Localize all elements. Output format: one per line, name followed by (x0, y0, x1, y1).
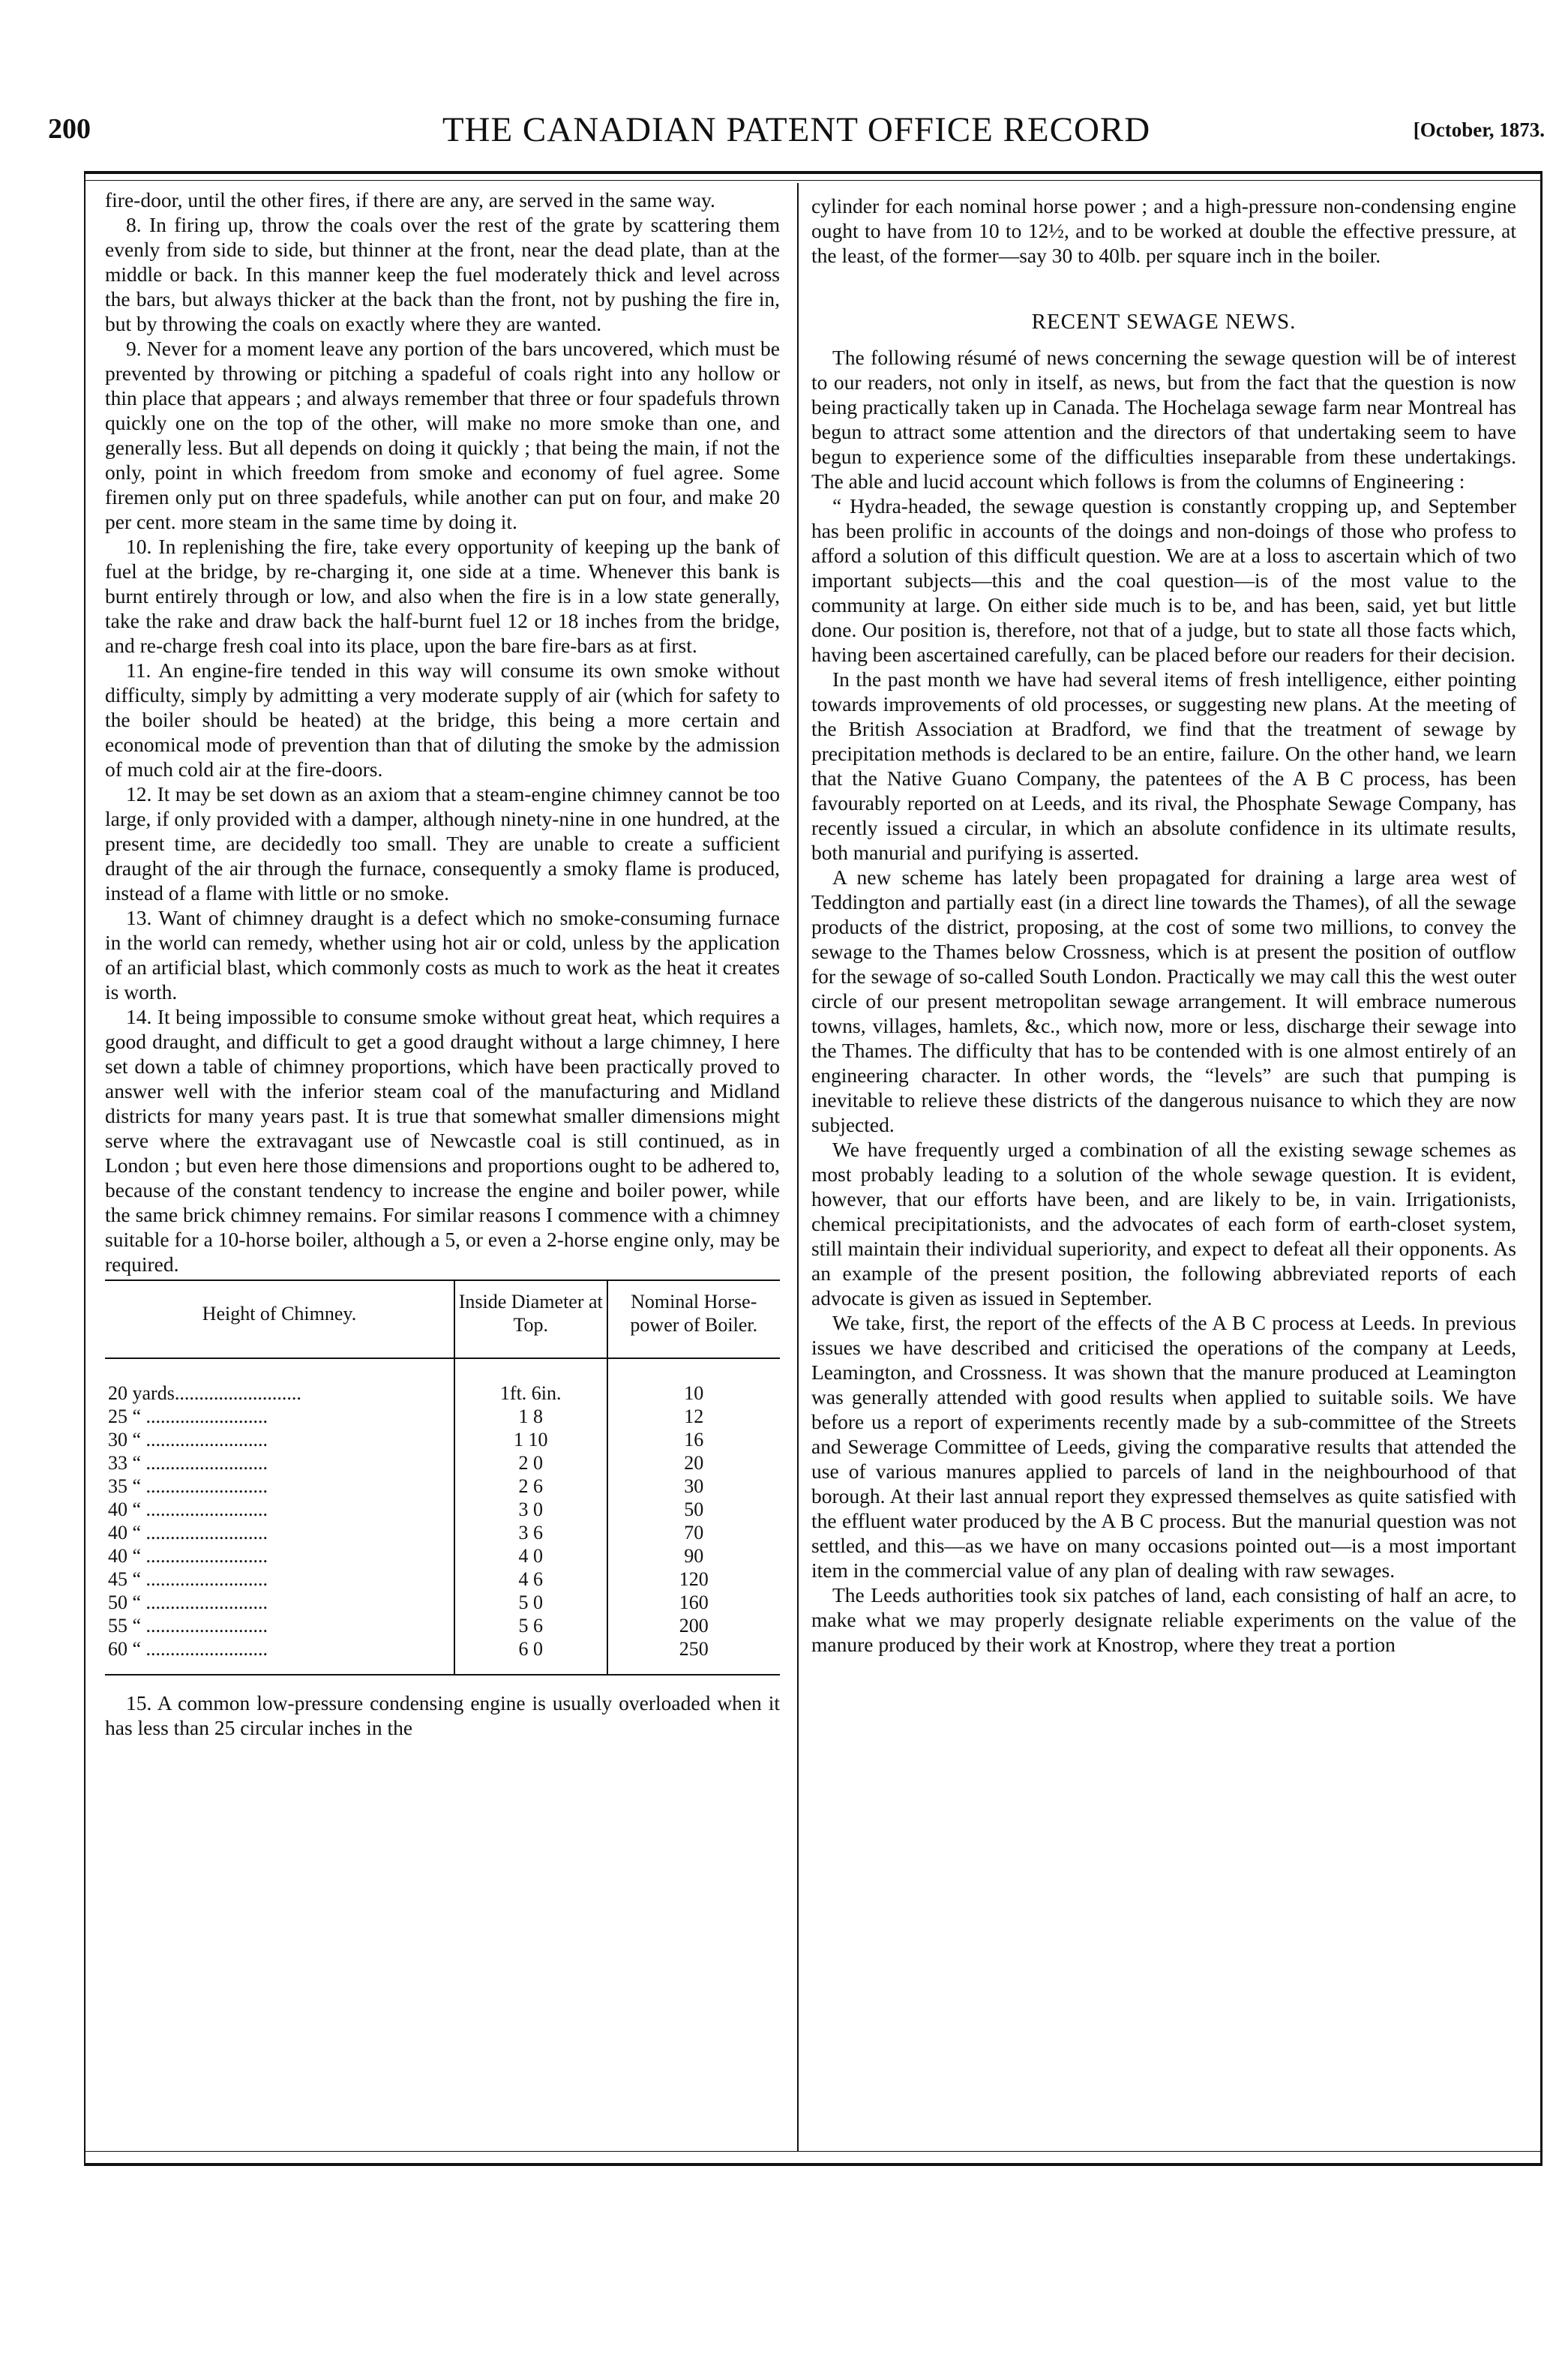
column-header-horse-power: Nominal Horse-power of Boiler. (607, 1280, 780, 1358)
diameter-cell: 5 6 (454, 1614, 607, 1637)
paragraph: fire-door, until the other fires, if there are any, are served in the same way. (105, 188, 715, 212)
paragraph: 15. A common low-pressure condensing engine is usually overloaded when it has less than 25 circular inches in the (105, 1691, 780, 1739)
frame-rule-top (84, 180, 1540, 181)
paragraph: 11. An engine-fire tended in this way will consume its own smoke without difficulty, simply by admitting a very moderate supply of air (which for safety to the boiler should be heated) at the bridge, this being a more certain and economical mode of prevention than that of diluting the smoke by the admission of much cold air at the fire-doors. (105, 658, 780, 781)
diameter-cell: 2 0 (454, 1451, 607, 1474)
table-row (105, 1451, 780, 1474)
height-cell: 50 “ ......................... (108, 1592, 268, 1613)
frame-rule-bottom (84, 2151, 1540, 2152)
paragraph: The Leeds authorities took six patches of land, each consisting of half an acre, to make what we may properly designate reliable experiments on the value of the manure produced by their work at Knostrop, where they treat a portion (811, 1583, 1516, 1656)
height-cell: 25 “ ......................... (108, 1406, 268, 1427)
table-row (105, 1521, 780, 1544)
table-row (105, 1405, 780, 1428)
table-row (105, 1498, 780, 1521)
height-cell: 60 “ ......................... (105, 1637, 454, 1675)
column-divider (797, 183, 799, 2151)
horse-power-cell: 16 (684, 1429, 704, 1450)
horse-power-cell: 20 (684, 1452, 704, 1474)
table-row (105, 1614, 780, 1637)
paragraph: 13. Want of chimney draught is a defect which no smoke-consuming furnace in the world can remedy, whether using hot air or cold, unless by the application of an artificial blast, which commonly costs as much to work as the heat it creates is worth. (105, 906, 780, 1004)
column-header-diameter: Inside Diameter at Top. (454, 1280, 607, 1358)
diameter-cell: 3 6 (454, 1521, 607, 1544)
horse-power-cell: 70 (684, 1522, 704, 1544)
table-row (105, 1591, 780, 1614)
height-cell: 20 yards.......................... (108, 1382, 301, 1404)
height-cell: 40 “ ......................... (108, 1545, 268, 1567)
diameter-cell: 6 0 (454, 1637, 607, 1675)
paragraph: The following résumé of news concerning the sewage question will be of interest to our readers, not only in itself, as news, but from the fact that the question is now being practically taken up in Canada. The Hochelaga sewage farm near Montreal has begun to attract some attention and the directors of that undertaking seem to have begun to experience some of the difficulties inseparable from these undertakings. The able and lucid account which follows is from the columns of Engineering : (811, 346, 1516, 493)
horse-power-cell: 250 (607, 1637, 780, 1675)
table-row (105, 1428, 780, 1451)
diameter-cell: 4 0 (454, 1544, 607, 1568)
table-row (105, 1637, 780, 1675)
diameter-cell: 5 0 (454, 1591, 607, 1614)
issue-date: [October, 1873. (1413, 118, 1545, 141)
paragraph: cylinder for each nominal horse power ; and a high-pressure non-condensing engine ought to have from 10 to 12½, and to be worked at double the effective pressure, at the least, of the former—say 30 to 40lb. per square inch in the boiler. (811, 194, 1516, 267)
paragraph: “ Hydra-headed, the sewage question is constantly cropping up, and September has been prolific in accounts of the doings and non-doings of those who profess to afford a solution of this difficult question. We are at a loss to ascertain which of two important subjects—this and the coal question—is of the most value to the community at large. On either side much is to be, and has been, said, yet but little done. Our position is, therefore, not that of a judge, but to state all those facts which, having been ascertained carefully, can be placed before our readers for their decision. (811, 494, 1516, 666)
height-cell: 35 “ ......................... (108, 1475, 268, 1497)
diameter-cell: 1ft. 6in. (454, 1382, 607, 1405)
horse-power-cell: 10 (684, 1382, 704, 1404)
section-heading: RECENT SEWAGE NEWS. (1031, 310, 1297, 334)
table-row (105, 1474, 780, 1498)
horse-power-cell: 50 (684, 1498, 704, 1520)
paragraph: 8. In firing up, throw the coals over the rest of the grate by scattering them evenly from side to side, but thinner at the front, near the dead plate, than at the middle or back. In this manner keep the fuel moderately thick and level across the bars, but always thicker at the back than the front, not by pushing the fire in, but by throwing the coals on exactly where they are wanted. (105, 213, 780, 335)
diameter-cell: 3 0 (454, 1498, 607, 1521)
table-spacer-row (105, 1358, 780, 1382)
horse-power-cell: 90 (684, 1545, 704, 1567)
right-column (811, 194, 1516, 1657)
journal-title: THE CANADIAN PATENT OFFICE RECORD (442, 110, 1151, 149)
height-cell: 45 “ ......................... (108, 1568, 268, 1590)
left-column (105, 188, 780, 1740)
table-header-row (105, 1280, 780, 1358)
horse-power-cell: 12 (684, 1406, 704, 1427)
chimney-proportions-table (105, 1280, 780, 1676)
height-cell: 40 “ ......................... (108, 1498, 268, 1520)
paragraph: A new scheme has lately been propagated for draining a large area west of Teddington and partially east (in a direct line towards the Thames), of all the sewage products of the district, proposing, at the cost of some two millions, to convey the sewage to the Thames below Crossness, which is at present the position of outflow for the sewage of so-called South London. Practically we may call this the west outer circle of our present metropolitan sewage arrangement. It will embrace numerous towns, villages, hamlets, &c., which now, more or less, discharge their sewage into the Thames. The difficulty that has to be contended with is one almost entirely of an engineering character. In other words, the “levels” are such that pumping is inevitable to relieve these districts of the dangerous nuisance to which they are now subjected. (811, 866, 1516, 1136)
paragraph: 14. It being impossible to consume smoke without great heat, which requires a good draught, and difficult to get a good draught without a large chimney, I here set down a table of chimney proportions, which have been practically proved to answer well with the inferior steam coal of the manufacturing and Midland districts for many years past. It is true that somewhat smaller dimensions might serve where the extravagant use of Newcastle coal is still continued, as in London ; but even here those dimensions and proportions ought to be adhered to, because of the constant tendency to increase the engine and boiler power, while the same brick chimney remains. For similar reasons I commence with a chimney suitable for a 10-horse boiler, although a 5, or even a 2-horse engine only, may be required. (105, 1005, 780, 1276)
column-header-height: Height of Chimney. (105, 1280, 454, 1358)
horse-power-cell: 30 (684, 1475, 704, 1497)
paragraph: In the past month we have had several items of fresh intelligence, either pointing towards improvements of old processes, or suggesting new plans. At the meeting of the British Association at Bradford, we find that the treatment of sewage by precipitation methods is declared to be an entire, failure. On the other hand, we learn that the Native Guano Company, the patentees of the A B C process, has been favourably reported on at Leeds, and its rival, the Phosphate Sewage Company, has recently issued a circular, in which an absolute confidence in its ultimate results, both manurial and purifying is asserted. (811, 668, 1516, 864)
table-row (105, 1382, 780, 1405)
diameter-cell: 2 6 (454, 1474, 607, 1498)
paragraph: We take, first, the report of the effects of the A B C process at Leeds. In previous issues we have described and criticised the operations of the company at Leeds, Leamington, and Crossness. It was shown that the manure produced at Leamington was generally attended with good results when applied to suitable soils. We have before us a report of experiments recently made by a sub-committee of the Streets and Sewerage Committee of Leeds, giving the comparative results that attended the use of various manures applied to parcels of land in the neighbourhood of that borough. At their last annual report they expressed themselves as quite satisfied with the effluent water produced by the A B C process. But the manurial question was not settled, and this—as we have on many occasions pointed out—is a most important item in the commercial value of any plan of dealing with raw sewages. (811, 1311, 1516, 1582)
diameter-cell: 1 8 (454, 1405, 607, 1428)
height-cell: 40 “ ......................... (108, 1522, 268, 1544)
diameter-cell: 1 10 (454, 1428, 607, 1451)
paragraph: 12. It may be set down as an axiom that a steam-engine chimney cannot be too large, if only provided with a damper, although ninety-nine in one hundred, at the present time, are decidedly too small. They are unable to create a sufficient draught of the air through the furnace, consequently a smoky flame is produced, instead of a flame with little or no smoke. (105, 782, 780, 904)
height-cell: 33 “ ......................... (108, 1452, 268, 1474)
table-row (105, 1568, 780, 1591)
paragraph: 10. In replenishing the fire, take every opportunity of keeping up the bank of fuel at the bridge, by re-charging it, one side at a time. Whenever this bank is burnt entirely through or low, and also when the fire is in a low state generally, take the rake and draw back the half-burnt fuel 12 or 18 inches from the bridge, and re-charge fresh coal into its place, upon the bare fire-bars as at first. (105, 535, 780, 657)
horse-power-cell: 160 (679, 1592, 709, 1613)
page-number: 200 (48, 113, 91, 145)
table-row (105, 1544, 780, 1568)
page-header (48, 112, 1545, 165)
horse-power-cell: 200 (679, 1615, 709, 1636)
paragraph: We have frequently urged a combination of all the existing sewage schemes as most probably leading to a solution of the whole sewage question. It is evident, however, that our efforts have been, and are likely to be, in vain. Irrigationists, chemical precipitationists, and the advocates of each form of earth-closet system, still maintain their individual superiority, and expect to defeat all their opponents. As an example of the present position, the following abbreviated reports of each advocate is given as issued in September. (811, 1138, 1516, 1310)
height-cell: 30 “ ......................... (108, 1429, 268, 1450)
paragraph: 9. Never for a moment leave any portion of the bars uncovered, which must be prevented by throwing or pitching a spadeful of coals right into any hollow or thin place that appears ; and always remember that three or four spadefuls thrown quickly one on the top of the other, will make no more smoke than one, and generally less. But all depends on doing it quickly ; that being the main, if not the only, point in which freedom from smoke and economy of fuel agree. Some firemen only put on three spadefuls, while another can put on four, and make 20 per cent. more steam in the same time by doing it. (105, 337, 780, 533)
diameter-cell: 4 6 (454, 1568, 607, 1591)
height-cell: 55 “ ......................... (108, 1615, 268, 1636)
horse-power-cell: 120 (679, 1568, 709, 1590)
